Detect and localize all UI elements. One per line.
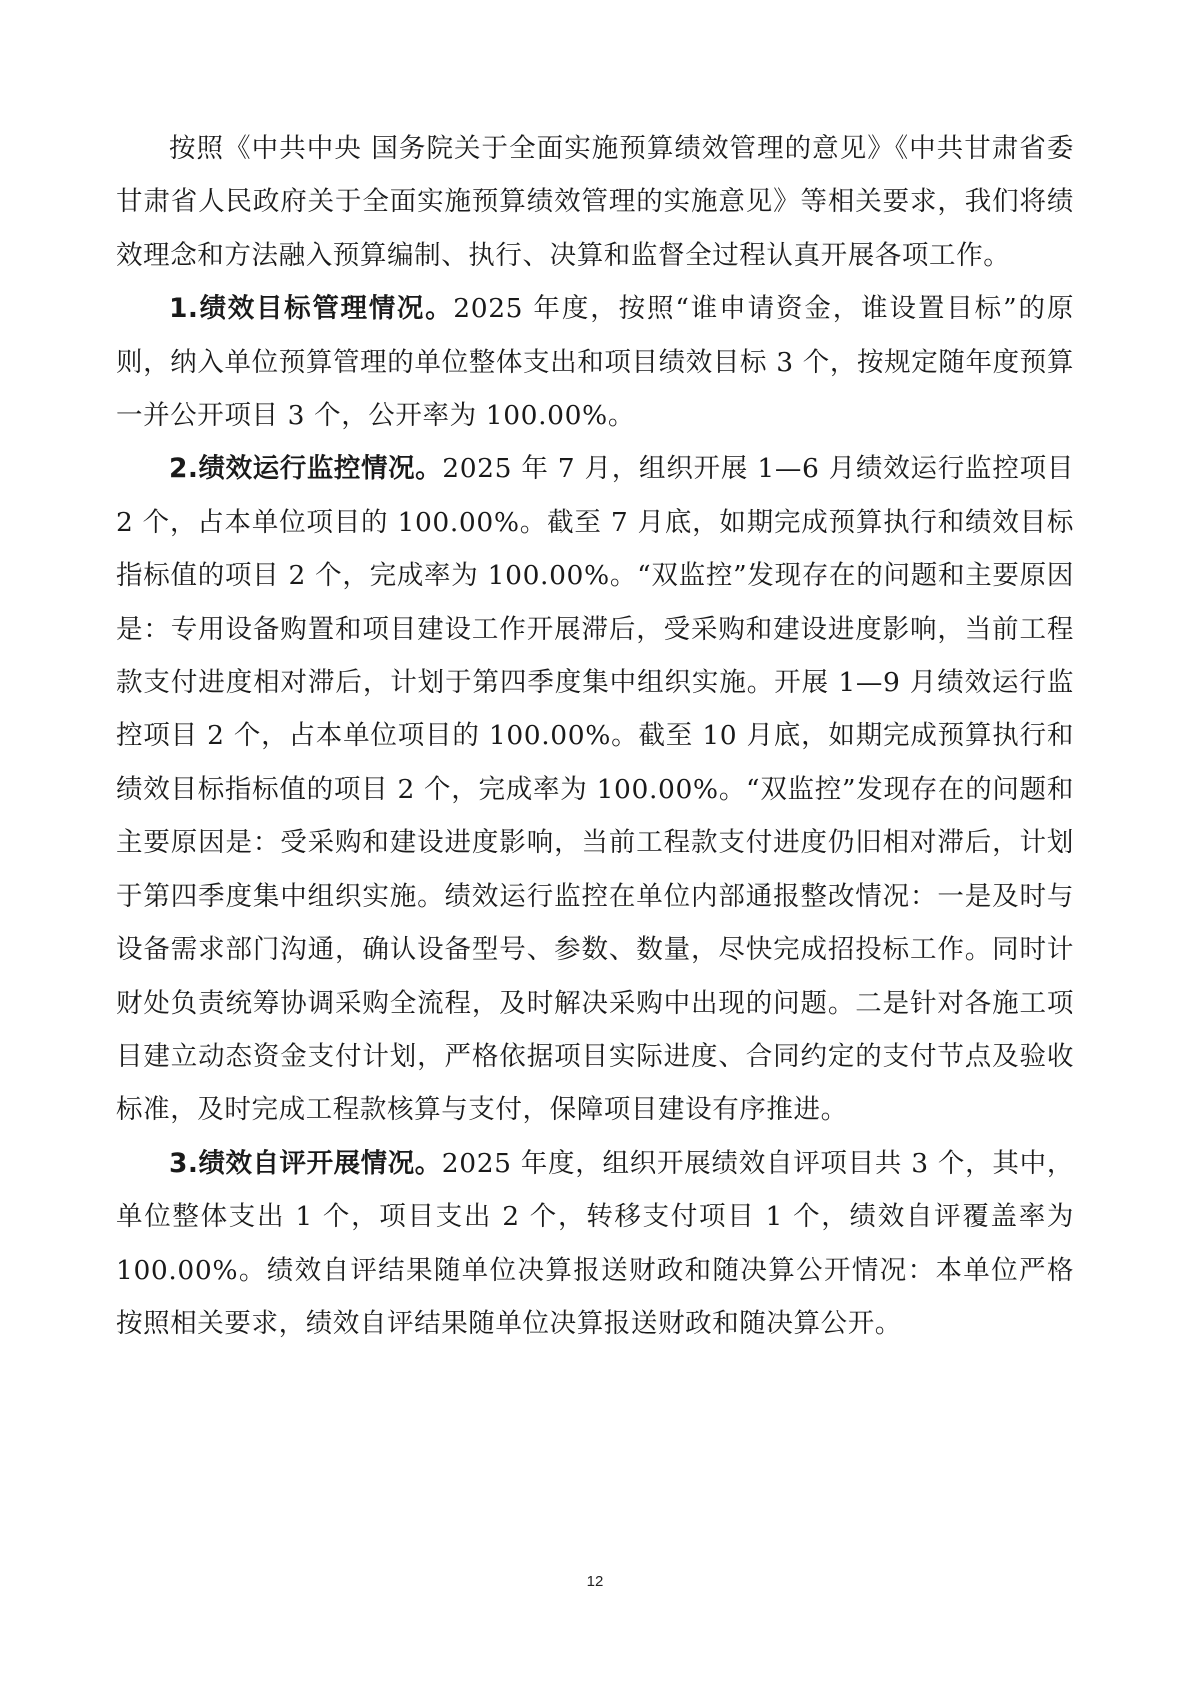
section-performance-monitoring: [116, 442, 1074, 1136]
page-number: 12: [586, 1573, 604, 1590]
section-heading: 1.绩效目标管理情况。: [169, 293, 454, 325]
section-performance-target: [116, 282, 1074, 442]
intro-text: 按照《中共中央 国务院关于全面实施预算绩效管理的意见》《中共甘肃省委 甘肃省人民政府关于全面实施预算绩效管理的实施意见》等相关要求，我们将绩效理念和方法融入预算编制、执行、决算和监督全过程认真开展各项工作。: [116, 133, 1074, 271]
section-text: 2025 年度，组织开展绩效自评项目共 3 个，其中，单位整体支出 1 个，项目支出 2 个，转移支付项目 1 个，绩效自评覆盖率为 100.00%。绩效自评结果随单位决算报送财政和随决算公开情况：本单位严格按照相关要求，绩效自评结果随单位决算报送财政和随决算公开。: [116, 1147, 1074, 1339]
document-body: [116, 122, 1074, 1350]
section-text: 2025 年 7 月，组织开展 1—6 月绩效运行监控项目 2 个，占本单位项目的 100.00%。截至 7 月底，如期完成预算执行和绩效目标指标值的项目 2 个，完成率为 100.00%。“双监控”发现存在的问题和主要原因是：专用设备购置和项目建设工作开展滞后，受采购和建设进度影响，当前工程款支付进度相对滞后，计划于第四季度集中组织实施。开展 1—9 月绩效运行监控项目 2 个，占本单位项目的 100.00%。截至 10 月底，如期完成预算执行和绩效目标指标值的项目 2 个，完成率为 100.00%。“双监控”发现存在的问题和主要原因是：受采购和建设进度影响，当前工程款支付进度仍旧相对滞后，计划于第四季度集中组织实施。绩效运行监控在单位内部通报整改情况：一是及时与设备需求部门沟通，确认设备型号、参数、数量，尽快完成招投标工作。同时计财处负责统筹协调采购全流程，及时解决采购中出现的问题。二是针对各施工项目建立动态资金支付计划，严格依据项目实际进度、合同约定的支付节点及验收标准，及时完成工程款核算与支付，保障项目建设有序推进。: [116, 453, 1075, 1126]
section-heading: 2.绩效运行监控情况。: [169, 453, 443, 485]
intro-paragraph: [116, 122, 1074, 282]
section-performance-self-evaluation: [116, 1137, 1074, 1351]
section-text: 2025 年度，按照“谁申请资金，谁设置目标”的原则，纳入单位预算管理的单位整体支出和项目绩效目标 3 个，按规定随年度预算一并公开项目 3 个，公开率为 100.00%。: [116, 293, 1074, 432]
section-heading: 3.绩效自评开展情况。: [169, 1147, 442, 1179]
